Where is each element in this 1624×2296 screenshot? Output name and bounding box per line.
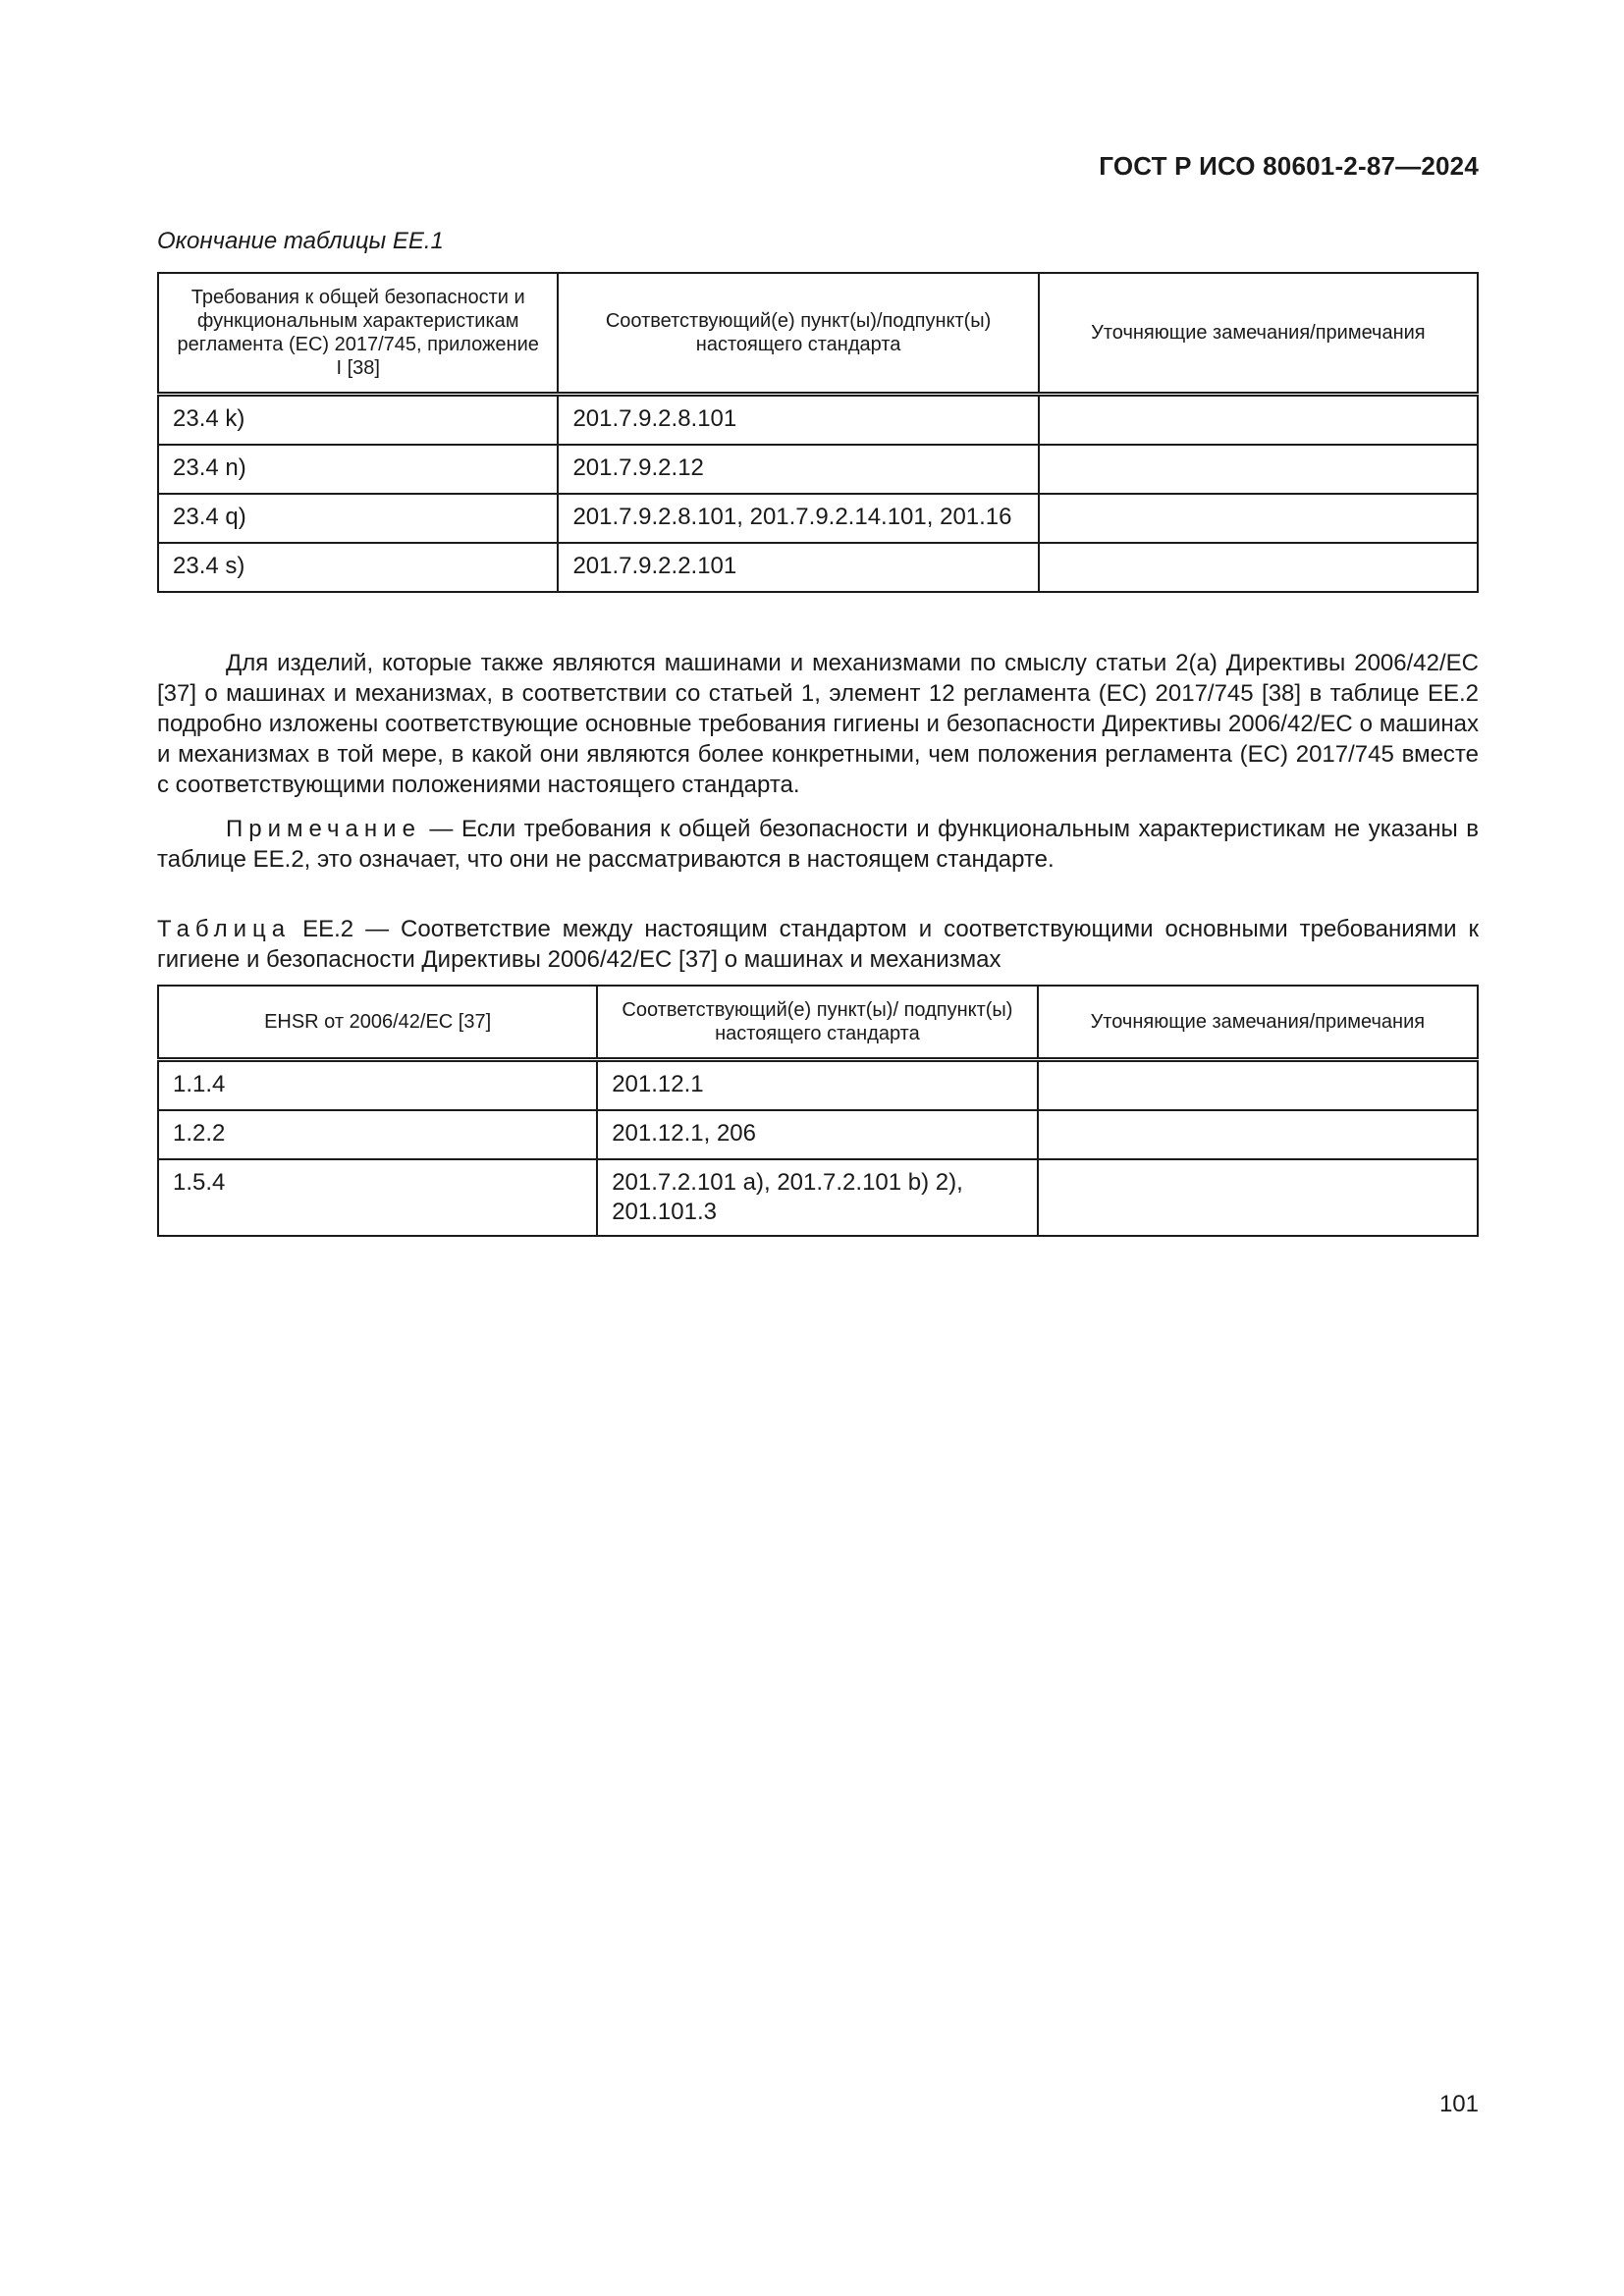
header-requirements: Требования к общей безопасности и функциональным характеристикам регламента (ЕС) 2017/745, приложение I [38] bbox=[158, 273, 558, 395]
table2-caption-text: ЕЕ.2 — Соответствие между настоящим стандартом и соответствующими основными требованиями к гигиене и безопасности Директивы 2006/42/ЕС [37] о машинах и механизмах bbox=[157, 916, 1479, 973]
cell-requirement: 23.4 q) bbox=[158, 494, 558, 543]
note-label: Примечание bbox=[226, 816, 421, 842]
note-paragraph bbox=[157, 814, 1479, 875]
table-row bbox=[158, 1110, 1478, 1159]
cell-clause: 201.12.1 bbox=[597, 1060, 1037, 1111]
table-ee2 bbox=[157, 985, 1479, 1237]
table-header-row bbox=[158, 986, 1478, 1060]
header-clauses: Соответствующий(е) пункт(ы)/ подпункт(ы) настоящего стандарта bbox=[597, 986, 1037, 1060]
cell-remarks bbox=[1039, 445, 1478, 494]
note-text: — Если требования к общей безопасности и функциональным характеристикам не указаны в таблице ЕЕ.2, это означает, что они не рассматриваются в настоящем стандарте. bbox=[157, 816, 1479, 873]
cell-requirement: 23.4 k) bbox=[158, 395, 558, 446]
table-row bbox=[158, 1060, 1478, 1111]
cell-remarks bbox=[1039, 395, 1478, 446]
cell-remarks bbox=[1038, 1159, 1478, 1236]
table2-label: Таблица bbox=[157, 916, 292, 942]
standard-header: ГОСТ Р ИСО 80601-2-87—2024 bbox=[1099, 151, 1479, 181]
cell-requirement: 23.4 n) bbox=[158, 445, 558, 494]
cell-requirement: 1.1.4 bbox=[158, 1060, 597, 1111]
table-ee1 bbox=[157, 272, 1479, 593]
table1-caption: Окончание таблицы ЕЕ.1 bbox=[157, 228, 444, 254]
page-number: 101 bbox=[1438, 2091, 1479, 2117]
cell-remarks bbox=[1038, 1060, 1478, 1111]
cell-requirement: 23.4 s) bbox=[158, 543, 558, 592]
header-ehsr: EHSR от 2006/42/ЕС [37] bbox=[158, 986, 597, 1060]
table-row bbox=[158, 395, 1478, 446]
table2-caption bbox=[157, 914, 1479, 975]
cell-remarks bbox=[1039, 494, 1478, 543]
cell-remarks bbox=[1039, 543, 1478, 592]
header-remarks: Уточняющие замечания/примечания bbox=[1038, 986, 1478, 1060]
body-paragraph: Для изделий, которые также являются машинами и механизмами по смыслу статьи 2(a) Директивы 2006/42/ЕС [37] о машинах и механизмах, в соответствии со статьей 1, элемент 12 регламента (ЕС) 2017/745 [38] в таблице ЕЕ.2 подробно изложены соответствующие основные требования гигиены и безопасности Директивы 2006/42/ЕС о машинах и механизмах в той мере, в какой они являются более конкретными, чем положения регламента (ЕС) 2017/745 вместе с соответствующими положениями настоящего стандарта. bbox=[157, 650, 1479, 798]
cell-requirement: 1.5.4 bbox=[158, 1159, 597, 1236]
table-row bbox=[158, 1159, 1478, 1236]
header-clauses: Соответствующий(е) пункт(ы)/подпункт(ы) настоящего стандарта bbox=[558, 273, 1038, 395]
cell-clause: 201.12.1, 206 bbox=[597, 1110, 1037, 1159]
cell-requirement: 1.2.2 bbox=[158, 1110, 597, 1159]
cell-clause: 201.7.9.2.2.101 bbox=[558, 543, 1038, 592]
cell-clause: 201.7.2.101 a), 201.7.2.101 b) 2), 201.101.3 bbox=[597, 1159, 1037, 1236]
header-remarks: Уточняющие замечания/примечания bbox=[1039, 273, 1478, 395]
cell-clause: 201.7.9.2.8.101 bbox=[558, 395, 1038, 446]
table-header-row bbox=[158, 273, 1478, 395]
table-row bbox=[158, 445, 1478, 494]
table-row bbox=[158, 543, 1478, 592]
table-row bbox=[158, 494, 1478, 543]
cell-clause: 201.7.9.2.8.101, 201.7.9.2.14.101, 201.16 bbox=[558, 494, 1038, 543]
cell-remarks bbox=[1038, 1110, 1478, 1159]
cell-clause: 201.7.9.2.12 bbox=[558, 445, 1038, 494]
